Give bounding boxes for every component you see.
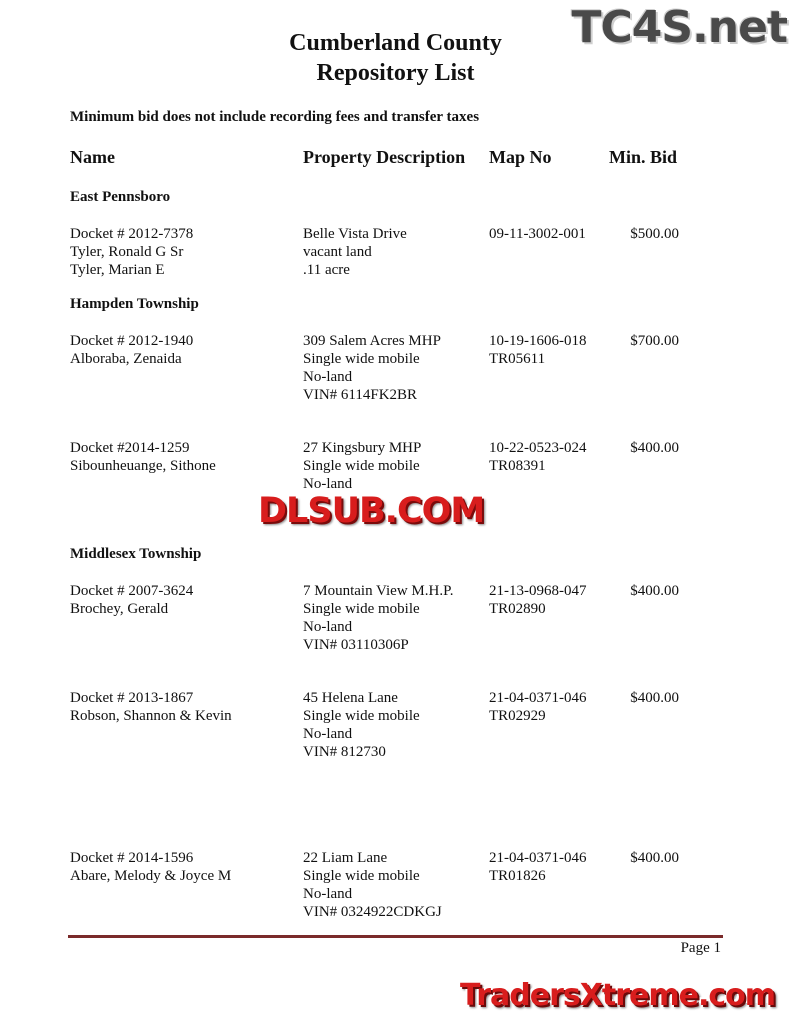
- description-line: No-land: [303, 726, 353, 742]
- description-line: No-land: [303, 619, 353, 635]
- owner-cell: [70, 332, 295, 368]
- docket-number: Docket #2014-1259: [70, 440, 190, 456]
- property-description-cell: [303, 439, 483, 493]
- property-description-cell: [303, 582, 483, 654]
- map-number: 21-13-0968-047: [489, 583, 587, 599]
- map-number: 10-22-0523-024: [489, 440, 587, 456]
- owner-cell: [70, 689, 295, 725]
- owner-cell: [70, 849, 295, 885]
- owner-name: Tyler, Ronald G Sr: [70, 244, 184, 260]
- page-number: Page 1: [680, 940, 721, 956]
- column-header-map-no: Map No: [489, 147, 552, 167]
- description-line: Single wide mobile: [303, 351, 420, 367]
- description-line: .11 acre: [303, 262, 350, 278]
- owner-name: Robson, Shannon & Kevin: [70, 708, 232, 724]
- section-title: Hampden Township: [70, 296, 199, 312]
- footer-divider: [68, 935, 723, 938]
- vin-line: VIN# 812730: [303, 744, 386, 760]
- description-line: Single wide mobile: [303, 708, 420, 724]
- watermark-tradersxtreme-logo: TradersXtreme.com: [460, 978, 775, 1013]
- watermark-dlsub-logo: DLSUB.COM: [258, 491, 485, 531]
- min-bid: $700.00: [630, 333, 679, 349]
- owner-name: Tyler, Marian E: [70, 262, 165, 278]
- title-county: Cumberland County: [289, 30, 502, 56]
- description-line: Single wide mobile: [303, 868, 420, 884]
- description-line: No-land: [303, 369, 353, 385]
- min-bid: $400.00: [630, 690, 679, 706]
- column-header-name: Name: [70, 147, 115, 167]
- description-line: 309 Salem Acres MHP: [303, 333, 441, 349]
- description-line: 45 Helena Lane: [303, 690, 398, 706]
- property-description-cell: [303, 689, 483, 761]
- min-bid: $400.00: [630, 440, 679, 456]
- min-bid: $400.00: [630, 583, 679, 599]
- vin-line: VIN# 03110306P: [303, 637, 409, 653]
- trailer-number: TR02929: [489, 708, 546, 724]
- map-number: 09-11-3002-001: [489, 226, 586, 242]
- owner-name: Sibounheuange, Sithone: [70, 458, 216, 474]
- description-line: Single wide mobile: [303, 458, 420, 474]
- description-line: No-land: [303, 476, 353, 492]
- description-line: 7 Mountain View M.H.P.: [303, 583, 454, 599]
- property-description-cell: [303, 332, 483, 404]
- docket-number: Docket # 2007-3624: [70, 583, 194, 599]
- trailer-number: TR05611: [489, 351, 546, 367]
- docket-number: Docket # 2012-7378: [70, 226, 194, 242]
- title-list: Repository List: [316, 60, 475, 86]
- owner-name: Alboraba, Zenaida: [70, 351, 182, 367]
- vin-line: VIN# 6114FK2BR: [303, 387, 418, 403]
- section-title: East Pennsboro: [70, 189, 171, 205]
- docket-number: Docket # 2013-1867: [70, 690, 194, 706]
- description-line: vacant land: [303, 244, 372, 260]
- column-header-min-bid: Min. Bid: [609, 147, 678, 167]
- column-header-description: Property Description: [303, 147, 466, 167]
- trailer-number: TR08391: [489, 458, 546, 474]
- docket-number: Docket # 2014-1596: [70, 850, 194, 866]
- property-description-cell: [303, 225, 483, 279]
- description-line: Single wide mobile: [303, 601, 420, 617]
- description-line: 22 Liam Lane: [303, 850, 388, 866]
- map-number: 21-04-0371-046: [489, 690, 587, 706]
- description-line: Belle Vista Drive: [303, 226, 407, 242]
- map-number: 21-04-0371-046: [489, 850, 587, 866]
- bid-notice: Minimum bid does not include recording fees and transfer taxes: [70, 109, 480, 125]
- description-line: No-land: [303, 886, 353, 902]
- section-title: Middlesex Township: [70, 546, 202, 562]
- trailer-number: TR01826: [489, 868, 546, 884]
- docket-number: Docket # 2012-1940: [70, 333, 194, 349]
- min-bid: $500.00: [630, 226, 679, 242]
- owner-name: Brochey, Gerald: [70, 601, 169, 617]
- watermark-tc4s-logo: TC4S.net: [571, 2, 787, 53]
- map-number: 10-19-1606-018: [489, 333, 587, 349]
- owner-name: Abare, Melody & Joyce M: [70, 868, 232, 884]
- owner-cell: [70, 582, 295, 618]
- owner-cell: [70, 439, 295, 475]
- min-bid: $400.00: [630, 850, 679, 866]
- description-line: 27 Kingsbury MHP: [303, 440, 422, 456]
- property-description-cell: [303, 849, 483, 921]
- vin-line: VIN# 0324922CDKGJ: [303, 904, 442, 920]
- owner-cell: [70, 225, 295, 279]
- trailer-number: TR02890: [489, 601, 546, 617]
